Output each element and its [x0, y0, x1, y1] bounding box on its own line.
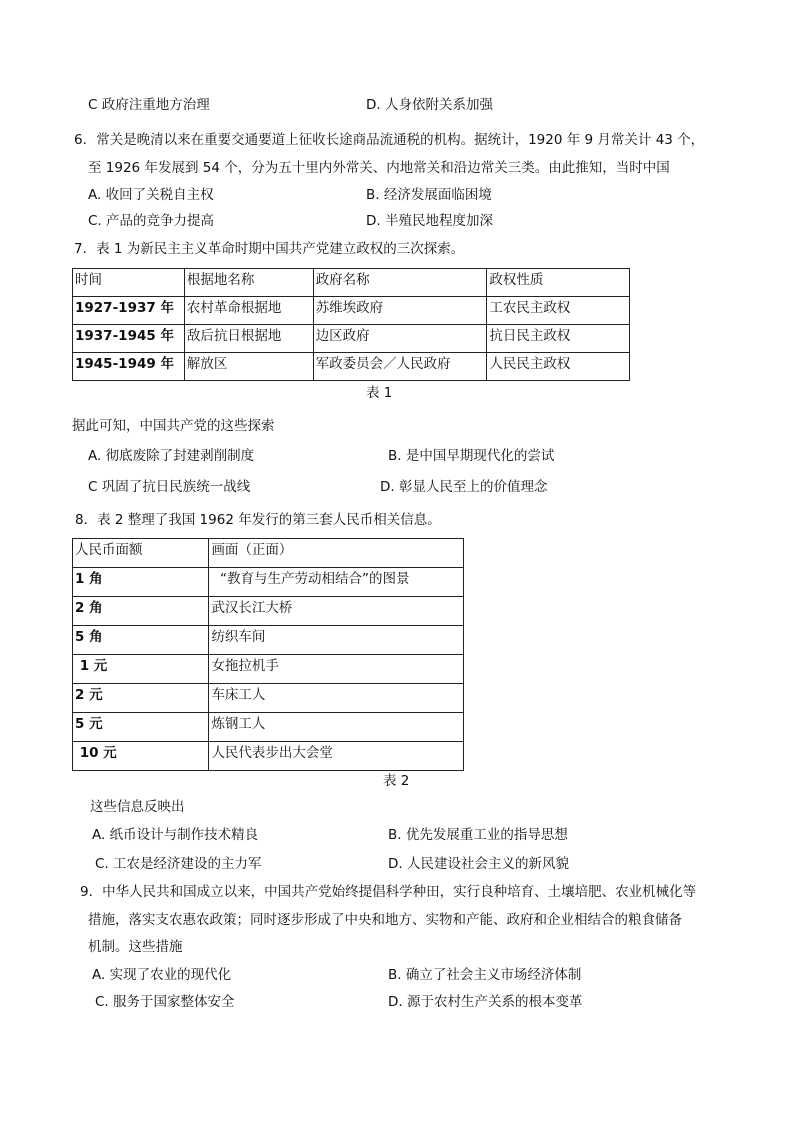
q9-option-b: B. 确立了社会主义市场经济体制	[388, 967, 582, 983]
q8-option-a: A. 纸币设计与制作技术精良	[92, 827, 259, 843]
cell: 10 元	[73, 742, 209, 771]
cell: 2 元	[73, 684, 209, 713]
q8-option-c: C. 工农是经济建设的主力军	[95, 856, 262, 872]
q7-question: 据此可知，中国共产党的这些探索	[72, 418, 275, 434]
table-1-caption: 表 1	[366, 385, 393, 401]
q9-stem-line1: 9．中华人民共和国成立以来，中国共产党始终提倡科学种田，实行良种培育、土壤培肥、农业机械化等	[80, 884, 697, 900]
q7-option-b: B. 是中国早期现代化的尝试	[388, 448, 555, 464]
q6-stem-line2: 至 1926 年发展到 54 个，分为五十里内外常关、内地常关和沿边常关三类。由此推知，当时中国	[88, 160, 670, 176]
cell: “教育与生产劳动相结合”的图景	[209, 568, 464, 597]
cell: 5 角	[73, 626, 209, 655]
table-row	[73, 353, 630, 381]
q7-option-c: C 巩固了抗日民族统一战线	[88, 479, 251, 495]
q8-question: 这些信息反映出	[90, 799, 185, 815]
header-cell: 时间	[73, 269, 185, 297]
cell: 军政委员会／人民政府	[313, 353, 487, 381]
q8-option-d: D. 人民建设社会主义的新风貌	[388, 856, 569, 872]
cell: 抗日民主政权	[487, 325, 630, 353]
q6-option-a: A. 收回了关税自主权	[88, 187, 214, 203]
cell: 1937-1945 年	[73, 325, 185, 353]
table-1	[72, 268, 630, 381]
table-row	[73, 684, 464, 713]
q5-option-c: C 政府注重地方治理	[88, 97, 210, 113]
q7-stem: 7．表 1 为新民主主义革命时期中国共产党建立政权的三次探索。	[74, 241, 465, 257]
table-row	[73, 597, 464, 626]
table-row	[73, 325, 630, 353]
table-2	[72, 538, 464, 771]
cell: 人民民主政权	[487, 353, 630, 381]
cell: 1945-1949 年	[73, 353, 185, 381]
cell: 炼钢工人	[209, 713, 464, 742]
q9-option-c: C. 服务于国家整体安全	[95, 994, 235, 1010]
cell: 人民代表步出大会堂	[209, 742, 464, 771]
cell: 解放区	[184, 353, 313, 381]
table-header-row	[73, 539, 464, 568]
cell: 工农民主政权	[487, 297, 630, 325]
cell: 纺织车间	[209, 626, 464, 655]
q7-option-d: D. 彰显人民至上的价值理念	[380, 479, 548, 495]
table-row	[73, 568, 464, 597]
cell: 边区政府	[313, 325, 487, 353]
table-row	[73, 713, 464, 742]
q9-option-a: A. 实现了农业的现代化	[92, 967, 232, 983]
table-2-caption: 表 2	[383, 773, 410, 789]
q8-option-b: B. 优先发展重工业的指导思想	[388, 827, 568, 843]
cell: 2 角	[73, 597, 209, 626]
q9-stem-line2: 措施，落实支农惠农政策；同时逐步形成了中央和地方、实物和产能、政府和企业相结合的粮食储备	[88, 912, 682, 928]
q6-stem-line1: 6．常关是晚清以来在重要交通要道上征收长途商品流通税的机构。据统计，1920 年 9 月常关计 43 个，	[74, 132, 705, 148]
cell: 苏维埃政府	[313, 297, 487, 325]
cell: 女拖拉机手	[209, 655, 464, 684]
q6-option-c: C. 产品的竞争力提高	[88, 213, 215, 229]
q6-option-b: B. 经济发展面临困境	[366, 187, 492, 203]
cell: 农村革命根据地	[184, 297, 313, 325]
q9-stem-line3: 机制。这些措施	[88, 939, 183, 955]
q8-stem: 8．表 2 整理了我国 1962 年发行的第三套人民币相关信息。	[75, 512, 441, 528]
header-cell: 政权性质	[487, 269, 630, 297]
table-row	[73, 742, 464, 771]
q5-option-d: D. 人身依附关系加强	[366, 97, 493, 113]
header-cell: 政府名称	[313, 269, 487, 297]
q6-option-d: D. 半殖民地程度加深	[366, 213, 493, 229]
cell: 1927-1937 年	[73, 297, 185, 325]
header-cell: 根据地名称	[184, 269, 313, 297]
cell: 敌后抗日根据地	[184, 325, 313, 353]
q7-option-a: A. 彻底废除了封建剥削制度	[88, 448, 255, 464]
header-cell: 画面（正面）	[209, 539, 464, 568]
cell: 1 元	[73, 655, 209, 684]
table-header-row	[73, 269, 630, 297]
cell: 武汉长江大桥	[209, 597, 464, 626]
header-cell: 人民币面额	[73, 539, 209, 568]
table-row	[73, 655, 464, 684]
cell: 车床工人	[209, 684, 464, 713]
cell: 5 元	[73, 713, 209, 742]
table-row	[73, 626, 464, 655]
table-row	[73, 297, 630, 325]
cell: 1 角	[73, 568, 209, 597]
q9-option-d: D. 源于农村生产关系的根本变革	[388, 994, 583, 1010]
